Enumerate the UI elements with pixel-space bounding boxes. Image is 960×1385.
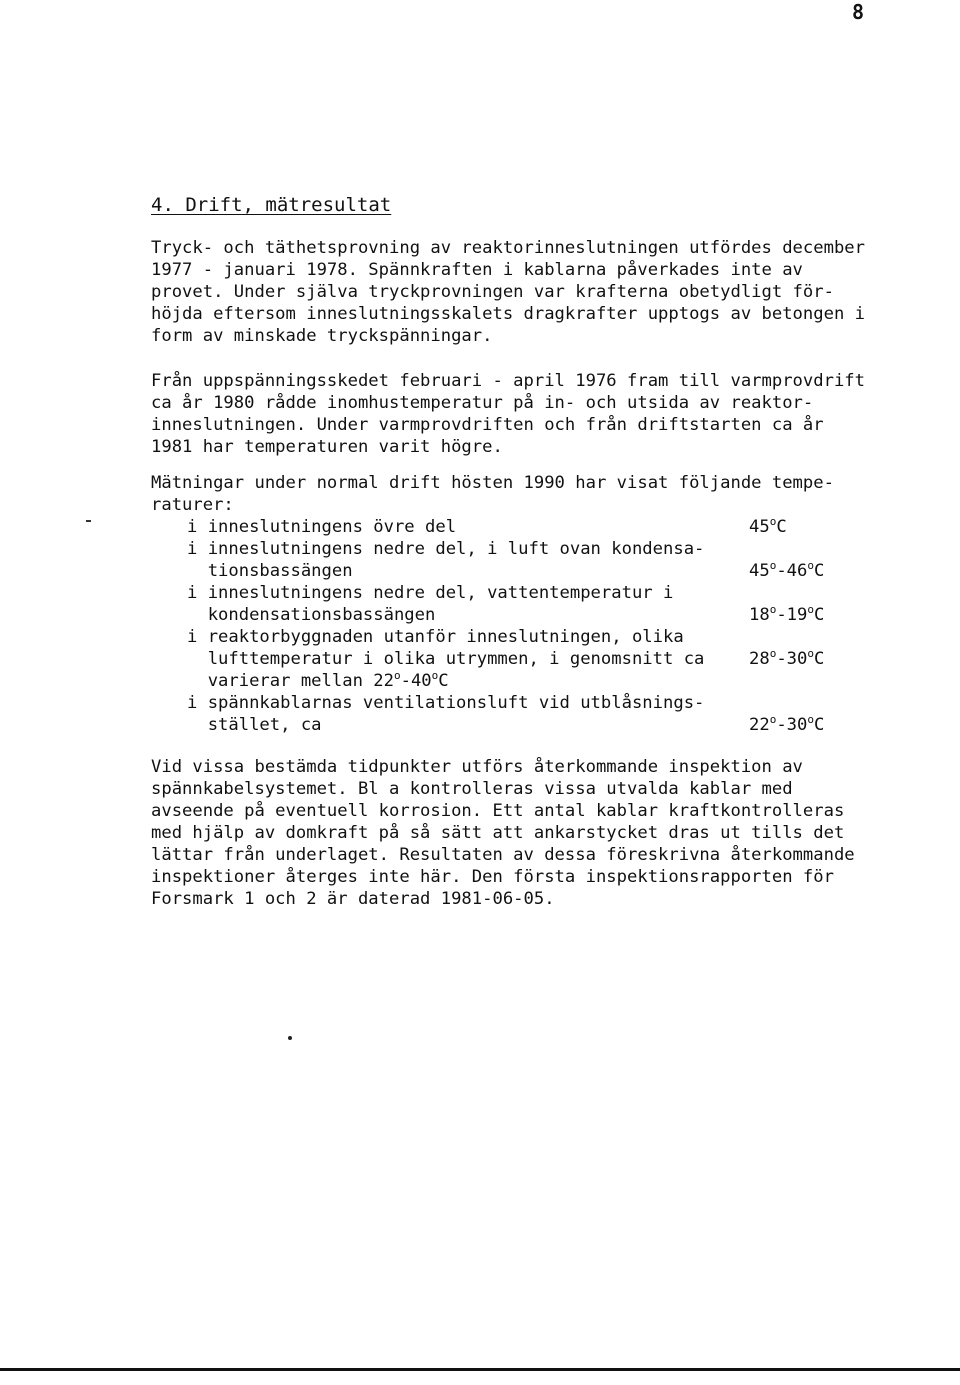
section-heading: 4. Drift, mätresultat <box>151 194 392 216</box>
temperature-value: 28$^o$-30$^o$C <box>749 647 825 669</box>
text-line: provet. Under själva tryckprovningen var krafterna obetydligt för- <box>151 282 834 302</box>
temperature-desc: stället, ca <box>187 715 322 735</box>
text-line: Mätningar under normal drift hösten 1990 har visat följande tempe- <box>151 473 834 493</box>
temperature-item <box>187 538 877 582</box>
text-line: 1977 - januari 1978. Spännkraften i kablarna påverkades inte av <box>151 260 803 280</box>
temperature-desc: i inneslutningens nedre del, i luft ovan kondensa- <box>187 539 705 559</box>
page-number: 8 <box>851 0 864 24</box>
text-line: 1981 har temperaturen varit högre. <box>151 437 503 457</box>
temperature-item <box>187 582 877 626</box>
text-line: form av minskade tryckspänningar. <box>151 326 493 346</box>
paragraph-measurements <box>151 472 877 516</box>
temperature-desc: i inneslutningens övre del <box>187 517 457 537</box>
scan-mark <box>86 520 91 522</box>
temperature-desc: i reaktorbyggnaden utanför inneslutningen, olika <box>187 627 684 647</box>
paragraph-tensioning <box>151 370 877 458</box>
temperature-desc: i spännkablarnas ventilationsluft vid utblåsnings- <box>187 693 705 713</box>
temperature-list <box>187 516 877 736</box>
text-line: Vid vissa bestämda tidpunkter utförs återkommande inspektion av <box>151 757 803 777</box>
temperature-desc: lufttemperatur i olika utrymmen, i genomsnitt ca <box>187 649 705 669</box>
temperature-value: 45$^o$-46$^o$C <box>749 559 825 581</box>
temperature-item <box>187 692 877 736</box>
temperature-desc: kondensationsbassängen <box>187 605 436 625</box>
text-line: avseende på eventuell korrosion. Ett antal kablar kraftkontrolleras <box>151 801 845 821</box>
text-line: med hjälp av domkraft på så sätt att ankarstycket dras ut tills det <box>151 823 845 843</box>
temperature-value: 22$^o$-30$^o$C <box>749 713 825 735</box>
text-line: spännkabelsystemet. Bl a kontrolleras vissa utvalda kablar med <box>151 779 793 799</box>
scan-speck <box>288 1036 292 1040</box>
text-line: raturer: <box>151 495 234 515</box>
paragraph-inspection <box>151 756 877 910</box>
text-line: inspektioner återges inte här. Den första inspektionsrapporten för <box>151 867 834 887</box>
temperature-desc: i inneslutningens nedre del, vattentemperatur i <box>187 583 674 603</box>
text-line: lättar från underlaget. Resultaten av dessa föreskrivna återkommande <box>151 845 855 865</box>
page-bottom-edge <box>0 1368 960 1371</box>
temperature-value: 45$^o$C <box>749 515 787 537</box>
temperature-desc: varierar mellan 22$^o$-40$^o$C <box>187 669 449 691</box>
temperature-item <box>187 516 877 538</box>
text-line: ca år 1980 rådde inomhustemperatur på in- och utsida av reaktor- <box>151 393 814 413</box>
text-line: inneslutningen. Under varmprovdriften och från driftstarten ca år <box>151 415 824 435</box>
temperature-value: 18$^o$-19$^o$C <box>749 603 825 625</box>
text-line: höjda eftersom inneslutningsskalets dragkrafter upptogs av betongen i <box>151 304 865 324</box>
temperature-item <box>187 626 877 692</box>
text-line: Tryck- och täthetsprovning av reaktorinneslutningen utfördes december <box>151 238 865 258</box>
text-line: Från uppspänningsskedet februari - april 1976 fram till varmprovdrift <box>151 371 865 391</box>
paragraph-pressure-test <box>151 237 877 347</box>
temperature-desc: tionsbassängen <box>187 561 353 581</box>
text-line: Forsmark 1 och 2 är daterad 1981-06-05. <box>151 889 555 909</box>
